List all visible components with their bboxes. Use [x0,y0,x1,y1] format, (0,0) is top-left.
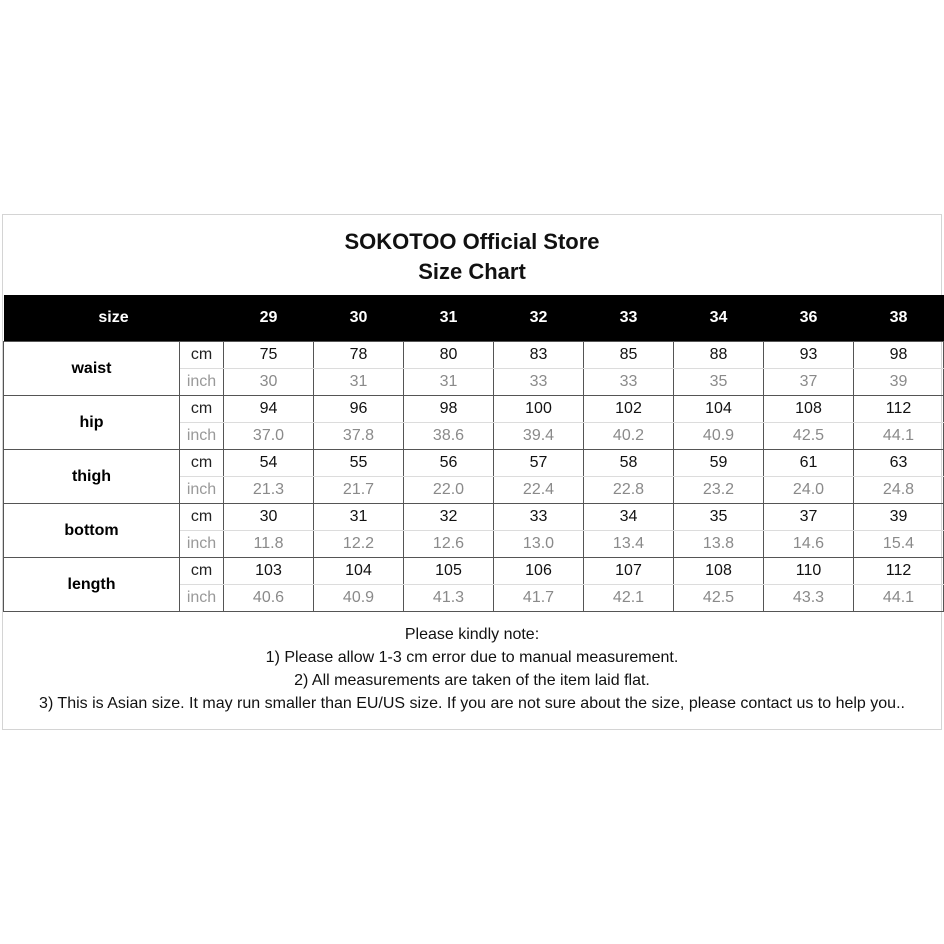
table-cell: 13.4 [584,531,674,558]
table-row [4,504,944,531]
table-cell: 31 [404,369,494,396]
table-cell: 33 [494,369,584,396]
size-table-body [4,342,944,612]
notes [3,623,941,715]
table-cell: 85 [584,342,674,369]
table-cell: 42.5 [674,585,764,612]
table-cell: 105 [404,558,494,585]
table-cell: 98 [854,342,944,369]
table-cell: 61 [764,450,854,477]
table-cell: 40.6 [224,585,314,612]
unit-label-cm: cm [180,504,224,531]
unit-label-inch: inch [180,369,224,396]
size-chart-sheet [2,214,942,730]
table-cell: 93 [764,342,854,369]
table-row [4,450,944,477]
table-cell: 78 [314,342,404,369]
measurement-name: waist [4,342,180,396]
table-cell: 11.8 [224,531,314,558]
measurement-name: bottom [4,504,180,558]
table-cell: 102 [584,396,674,423]
unit-label-inch: inch [180,477,224,504]
unit-label-cm: cm [180,450,224,477]
size-header-label: size [4,295,224,342]
table-cell: 41.3 [404,585,494,612]
table-cell: 110 [764,558,854,585]
size-header-cell: 29 [224,295,314,342]
chart-title: Size Chart [418,259,526,284]
table-row [4,396,944,423]
table-cell: 15.4 [854,531,944,558]
unit-label-cm: cm [180,342,224,369]
table-cell: 21.7 [314,477,404,504]
table-cell: 103 [224,558,314,585]
measurement-name: hip [4,396,180,450]
table-cell: 40.2 [584,423,674,450]
size-header-row [4,295,944,342]
table-cell: 112 [854,396,944,423]
size-header-cell: 38 [854,295,944,342]
measurement-name: thigh [4,450,180,504]
table-cell: 22.8 [584,477,674,504]
table-cell: 44.1 [854,423,944,450]
table-cell: 38.6 [404,423,494,450]
table-cell: 104 [314,558,404,585]
table-cell: 39.4 [494,423,584,450]
table-cell: 75 [224,342,314,369]
table-cell: 106 [494,558,584,585]
table-cell: 107 [584,558,674,585]
table-cell: 37 [764,369,854,396]
table-cell: 88 [674,342,764,369]
table-cell: 32 [404,504,494,531]
table-cell: 31 [314,369,404,396]
unit-label-cm: cm [180,396,224,423]
table-cell: 21.3 [224,477,314,504]
measurement-name: length [4,558,180,612]
table-cell: 34 [584,504,674,531]
table-cell: 56 [404,450,494,477]
table-cell: 57 [494,450,584,477]
table-cell: 12.6 [404,531,494,558]
table-cell: 31 [314,504,404,531]
table-cell: 43.3 [764,585,854,612]
table-cell: 104 [674,396,764,423]
table-cell: 24.8 [854,477,944,504]
table-cell: 54 [224,450,314,477]
size-table [3,295,944,612]
table-cell: 13.0 [494,531,584,558]
size-header-cell: 36 [764,295,854,342]
unit-label-inch: inch [180,531,224,558]
table-cell: 30 [224,504,314,531]
table-cell: 39 [854,504,944,531]
table-cell: 83 [494,342,584,369]
table-cell: 12.2 [314,531,404,558]
table-cell: 33 [584,369,674,396]
table-cell: 13.8 [674,531,764,558]
table-cell: 33 [494,504,584,531]
unit-label-inch: inch [180,423,224,450]
size-header-cell: 33 [584,295,674,342]
table-cell: 112 [854,558,944,585]
table-cell: 41.7 [494,585,584,612]
table-cell: 37.8 [314,423,404,450]
table-cell: 55 [314,450,404,477]
unit-label-cm: cm [180,558,224,585]
table-cell: 98 [404,396,494,423]
note-item-1: 1) Please allow 1-3 cm error due to manual measurement. [265,649,679,666]
table-cell: 22.0 [404,477,494,504]
table-cell: 108 [674,558,764,585]
store-title: SOKOTOO Official Store [344,229,600,254]
table-cell: 35 [674,369,764,396]
size-header-cell: 31 [404,295,494,342]
table-cell: 58 [584,450,674,477]
note-item-2: 2) All measurements are taken of the item laid flat. [294,672,650,689]
table-cell: 42.1 [584,585,674,612]
table-row [4,558,944,585]
table-cell: 63 [854,450,944,477]
note-item-3: 3) This is Asian size. It may run smaller than EU/US size. If you are not sure about the size, please contact us to help you.. [39,695,905,712]
table-cell: 108 [764,396,854,423]
table-row [4,342,944,369]
table-cell: 40.9 [314,585,404,612]
table-cell: 37 [764,504,854,531]
size-header-cell: 32 [494,295,584,342]
table-cell: 44.1 [854,585,944,612]
table-cell: 80 [404,342,494,369]
table-cell: 35 [674,504,764,531]
table-cell: 100 [494,396,584,423]
notes-heading: Please kindly note: [404,626,540,643]
unit-label-inch: inch [180,585,224,612]
table-cell: 39 [854,369,944,396]
size-header-cell: 34 [674,295,764,342]
table-cell: 30 [224,369,314,396]
table-cell: 40.9 [674,423,764,450]
table-cell: 94 [224,396,314,423]
size-header-cell: 30 [314,295,404,342]
table-cell: 14.6 [764,531,854,558]
title-block [3,227,941,287]
table-cell: 22.4 [494,477,584,504]
table-cell: 37.0 [224,423,314,450]
table-cell: 24.0 [764,477,854,504]
table-cell: 59 [674,450,764,477]
table-cell: 23.2 [674,477,764,504]
table-cell: 96 [314,396,404,423]
table-cell: 42.5 [764,423,854,450]
